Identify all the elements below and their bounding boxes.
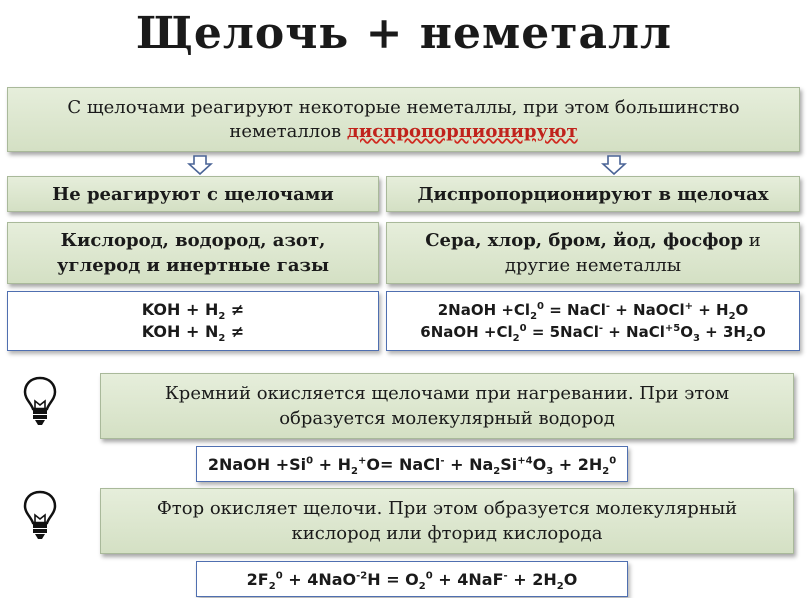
silicon-note-box [100, 373, 794, 439]
equation-chlorine-hot: 6NaOH $+Cl_2^0$ = 5NaCl- + $NaCl^{+5}O_3 + 3H_2O$ [420, 323, 766, 344]
silicon-line-1: Кремний окисляется щелочами при нагревании. При этом [164, 383, 730, 404]
equation-chlorine-cold: 2NaOH $+Cl_2^0$ = NaCl- + NaOCl+ + $H_2O$ [437, 301, 749, 322]
right-group-box [386, 222, 800, 284]
intro-line-1: С щелочами реагируют некоторые неметаллы, при этом большинство [67, 96, 740, 118]
fluorine-equation-box [196, 561, 628, 597]
lightbulb-icon [21, 375, 59, 427]
right-group-rest: и [743, 230, 761, 251]
silicon-line-2: образуется молекулярный водород [279, 408, 615, 429]
down-arrow-icon [187, 155, 213, 175]
fluorine-line-1: Фтор окисляет щелочи. При этом образуется молекулярный [156, 498, 738, 519]
left-group-box [7, 222, 379, 284]
fluorine-line-2: кислород или фторид кислорода [291, 523, 603, 544]
left-equations-box [7, 291, 379, 351]
intro-line-2-prefix: неметаллов [229, 120, 347, 142]
fluorine-note-box [100, 488, 794, 554]
right-group-line-2: другие неметаллы [504, 255, 682, 276]
page-title: Щелочь + неметалл [135, 8, 673, 59]
right-group-line-1 [425, 228, 761, 253]
right-header: Диспропорционируют в щелочах [386, 176, 800, 212]
lightbulb-icon [21, 489, 59, 541]
equation-koh-n2: KOH + $N_2$ ≠ [141, 322, 245, 345]
intro-line-2 [229, 120, 577, 144]
equation-fluorine: $2F_2^0 + 4NaO^{-2}H = O_2^0 + 4NaF^- + 2H_2O$ [246, 569, 578, 592]
left-header: Не реагируют с щелочами [7, 176, 379, 212]
right-group-bold: Сера, хлор, бром, йод, фосфор [425, 230, 744, 251]
left-group-line-1: Кислород, водород, азот, [60, 230, 326, 251]
silicon-equation-box [196, 446, 628, 482]
down-arrow-icon [601, 155, 627, 175]
equation-silicon: 2NaOH $+Si^0 + H_2^+O=$ NaCl- + $Na_2Si^{+4}O_3 + 2H_2^0$ [207, 454, 617, 477]
right-equations-box [386, 291, 800, 351]
equation-koh-h2: KOH + $H_2$ ≠ [141, 300, 245, 323]
left-group-line-2: углерод и инертные газы [56, 255, 330, 276]
intro-highlight-word: диспропорционируют [346, 120, 578, 142]
intro-box [7, 87, 800, 152]
